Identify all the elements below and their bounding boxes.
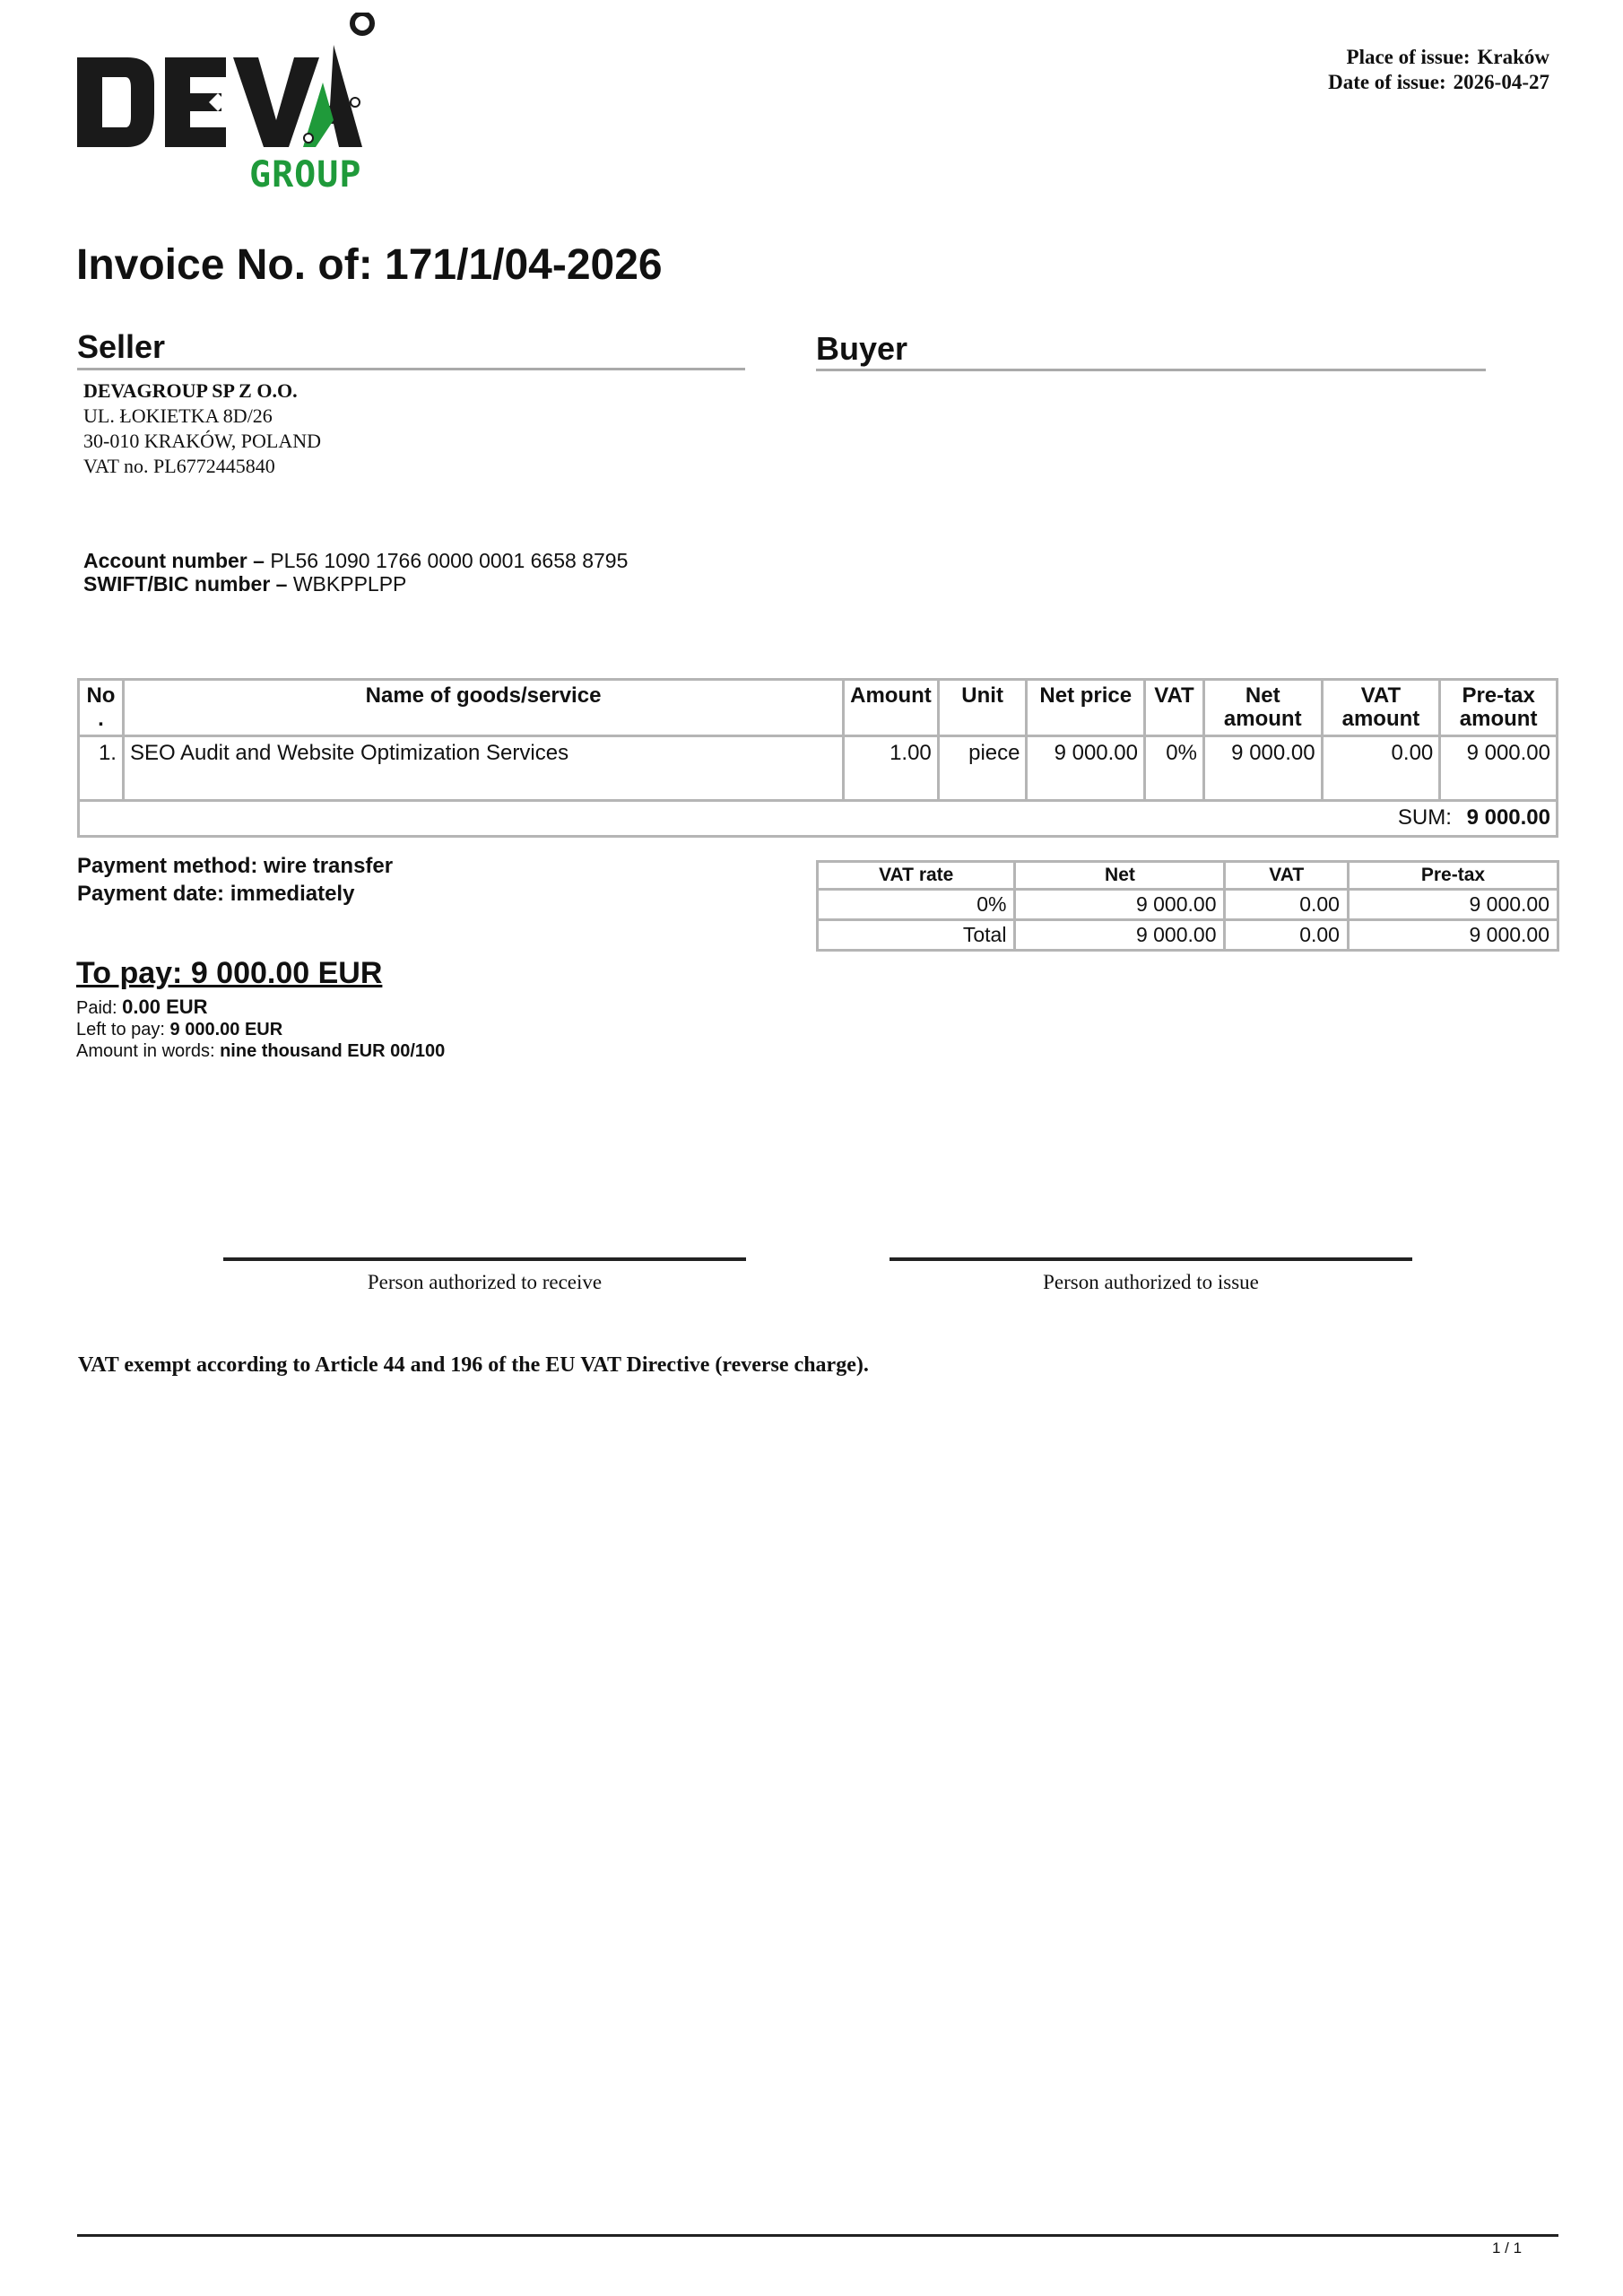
date-of-issue-value: 2026-04-27 (1453, 71, 1549, 93)
signature-label-issue: Person authorized to issue (1043, 1271, 1259, 1293)
signature-line-receive (223, 1257, 746, 1261)
vat-summary-table (816, 860, 1559, 952)
page-number: 1 / 1 (1492, 2239, 1523, 2257)
table-row (818, 890, 1558, 920)
footer-divider (77, 2234, 1558, 2237)
col-net-price: Net price (1027, 680, 1145, 736)
vat-exempt-note: VAT exempt according to Article 44 and 196 of the EU VAT Directive (reverse charge). (78, 1353, 869, 1377)
col-net-amount: Net amount (1203, 680, 1322, 736)
swift-value: WBKPPLPP (292, 572, 407, 596)
row-amount: 1.00 (844, 736, 939, 801)
words-value: nine thousand EUR 00/100 (220, 1041, 446, 1061)
account-value: PL56 1090 1766 0000 0001 6658 8795 (270, 549, 629, 572)
left-value: 9 000.00 EUR (169, 1020, 283, 1039)
bank-details (83, 549, 628, 596)
table-row (818, 920, 1558, 951)
invoice-title: Invoice No. of: 171/1/04-2026 (76, 241, 663, 289)
col-vat: VAT (1145, 680, 1204, 736)
col-unit: Unit (938, 680, 1027, 736)
paid-line (76, 996, 445, 1019)
vat-rate: Total (818, 920, 1015, 951)
sum-label: SUM: (1397, 805, 1452, 830)
col-name: Name of goods/service (123, 680, 843, 736)
col-amount: Amount (844, 680, 939, 736)
sum-value: 9 000.00 (1466, 805, 1550, 830)
pay-details (76, 996, 445, 1062)
items-table (77, 678, 1558, 838)
vat-vat: 0.00 (1225, 920, 1348, 951)
paid-value: 0.00 EUR (122, 996, 208, 1018)
payment-info (77, 852, 393, 908)
vat-pretax: 9 000.00 (1348, 890, 1558, 920)
seller-city: 30-010 KRAKÓW, POLAND (83, 430, 322, 452)
company-logo (74, 13, 432, 192)
words-label: Amount in words: (76, 1041, 215, 1061)
vat-col-vat: VAT (1225, 862, 1348, 890)
col-no: No . (79, 680, 124, 736)
account-number (83, 549, 628, 572)
place-of-issue (1328, 45, 1549, 70)
date-of-issue-label: Date of issue: (1328, 71, 1446, 93)
left-to-pay-line (76, 1019, 445, 1040)
sum-cell (79, 801, 1558, 837)
col-pretax: Pre-tax amount (1440, 680, 1558, 736)
row-no: 1. (79, 736, 124, 801)
date-of-issue (1328, 70, 1549, 95)
row-net-price: 9 000.00 (1027, 736, 1145, 801)
place-of-issue-label: Place of issue: (1346, 46, 1471, 68)
seller-info (83, 378, 321, 479)
row-pretax: 9 000.00 (1440, 736, 1558, 801)
seller-name: DEVAGROUP SP Z O.O. (83, 379, 298, 402)
seller-heading: Seller (77, 328, 166, 365)
vat-net: 9 000.00 (1015, 920, 1225, 951)
vat-vat: 0.00 (1225, 890, 1348, 920)
swift-label: SWIFT/BIC number – (83, 572, 288, 596)
row-vat: 0% (1145, 736, 1204, 801)
vat-pretax: 9 000.00 (1348, 920, 1558, 951)
amount-in-words-line (76, 1040, 445, 1062)
col-vat-amount: VAT amount (1322, 680, 1440, 736)
row-name: SEO Audit and Website Optimization Services (123, 736, 843, 801)
left-label: Left to pay: (76, 1020, 165, 1039)
logo-subtext: GROUP (249, 154, 362, 192)
vat-col-net: Net (1015, 862, 1225, 890)
seller-street: UL. ŁOKIETKA 8D/26 (83, 404, 273, 427)
items-header-row (79, 680, 1558, 736)
row-net-amount: 9 000.00 (1203, 736, 1322, 801)
buyer-heading: Buyer (816, 330, 908, 367)
to-pay-total: To pay: 9 000.00 EUR (76, 956, 383, 990)
payment-date: Payment date: immediately (77, 882, 355, 906)
swift-number (83, 572, 628, 596)
invoice-meta (1328, 45, 1549, 95)
sum-row (79, 801, 1558, 837)
table-row (79, 736, 1558, 801)
row-vat-amount: 0.00 (1322, 736, 1440, 801)
vat-rate: 0% (818, 890, 1015, 920)
account-label: Account number – (83, 549, 265, 572)
vat-col-rate: VAT rate (818, 862, 1015, 890)
payment-method: Payment method: wire transfer (77, 854, 394, 878)
signature-line-issue (890, 1257, 1412, 1261)
seller-vat: VAT no. PL6772445840 (83, 455, 275, 477)
vat-net: 9 000.00 (1015, 890, 1225, 920)
company-logo-graphic (74, 13, 432, 192)
signature-label-receive: Person authorized to receive (367, 1271, 603, 1293)
row-unit: piece (938, 736, 1027, 801)
vat-summary-header-row (818, 862, 1558, 890)
paid-label: Paid: (76, 998, 117, 1018)
seller-divider (77, 368, 745, 370)
place-of-issue-value: Kraków (1477, 46, 1549, 68)
vat-col-pretax: Pre-tax (1348, 862, 1558, 890)
buyer-divider (816, 369, 1486, 371)
